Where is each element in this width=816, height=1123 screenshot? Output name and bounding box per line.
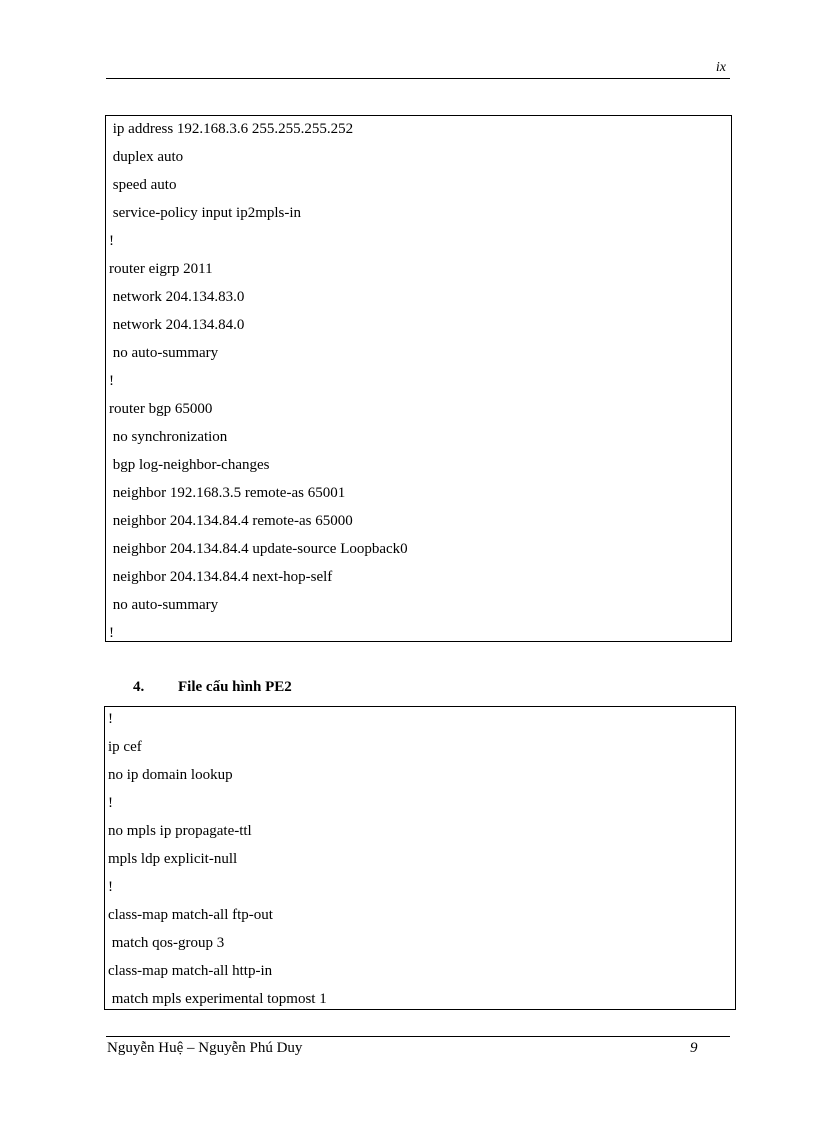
config-line: duplex auto [109, 149, 184, 165]
config-line: speed auto [109, 177, 177, 193]
config-line: network 204.134.84.0 [109, 317, 245, 333]
config-line: neighbor 204.134.84.4 next-hop-self [109, 569, 333, 585]
config-box-continued [105, 115, 732, 642]
config-lines [108, 705, 735, 1013]
footer-authors: Nguyễn Huệ – Nguyễn Phú Duy [107, 1040, 303, 1056]
config-line: router eigrp 2011 [109, 261, 213, 277]
section-number: 4. [133, 679, 145, 695]
config-line: bgp log-neighbor-changes [109, 457, 270, 473]
section-title: File cấu hình PE2 [178, 679, 292, 695]
config-line: no synchronization [109, 429, 228, 445]
section-heading [133, 677, 292, 697]
config-line: class-map match-all ftp-out [108, 907, 273, 923]
config-line: ! [108, 879, 113, 895]
config-line: no auto-summary [109, 345, 219, 361]
config-line: neighbor 204.134.84.4 update-source Loopback0 [109, 541, 408, 557]
config-line: ! [109, 373, 114, 389]
config-line: no ip domain lookup [108, 767, 233, 783]
config-line: neighbor 192.168.3.5 remote-as 65001 [109, 485, 346, 501]
config-line: network 204.134.83.0 [109, 289, 245, 305]
config-box-pe2 [104, 706, 736, 1010]
config-line: router bgp 65000 [109, 401, 213, 417]
config-line: service-policy input ip2mpls-in [109, 205, 302, 221]
config-line: mpls ldp explicit-null [108, 851, 238, 867]
config-line: neighbor 204.134.84.4 remote-as 65000 [109, 513, 353, 529]
config-line: match mpls experimental topmost 1 [108, 991, 327, 1007]
config-line: ! [108, 711, 113, 727]
footer-divider [106, 1036, 730, 1037]
config-line: match qos-group 3 [108, 935, 225, 951]
config-line: ! [108, 795, 113, 811]
header-divider [106, 78, 730, 79]
header-page-number: ix [715, 60, 726, 75]
config-line: ! [109, 625, 114, 641]
config-lines [109, 115, 731, 647]
config-line: ! [109, 233, 114, 249]
config-line: no auto-summary [109, 597, 219, 613]
config-line: ip address 192.168.3.6 255.255.255.252 [109, 121, 354, 137]
config-line: no mpls ip propagate-ttl [108, 823, 252, 839]
config-line: ip cef [108, 739, 142, 755]
config-line: class-map match-all http-in [108, 963, 273, 979]
footer-page-number: 9 [690, 1040, 698, 1056]
